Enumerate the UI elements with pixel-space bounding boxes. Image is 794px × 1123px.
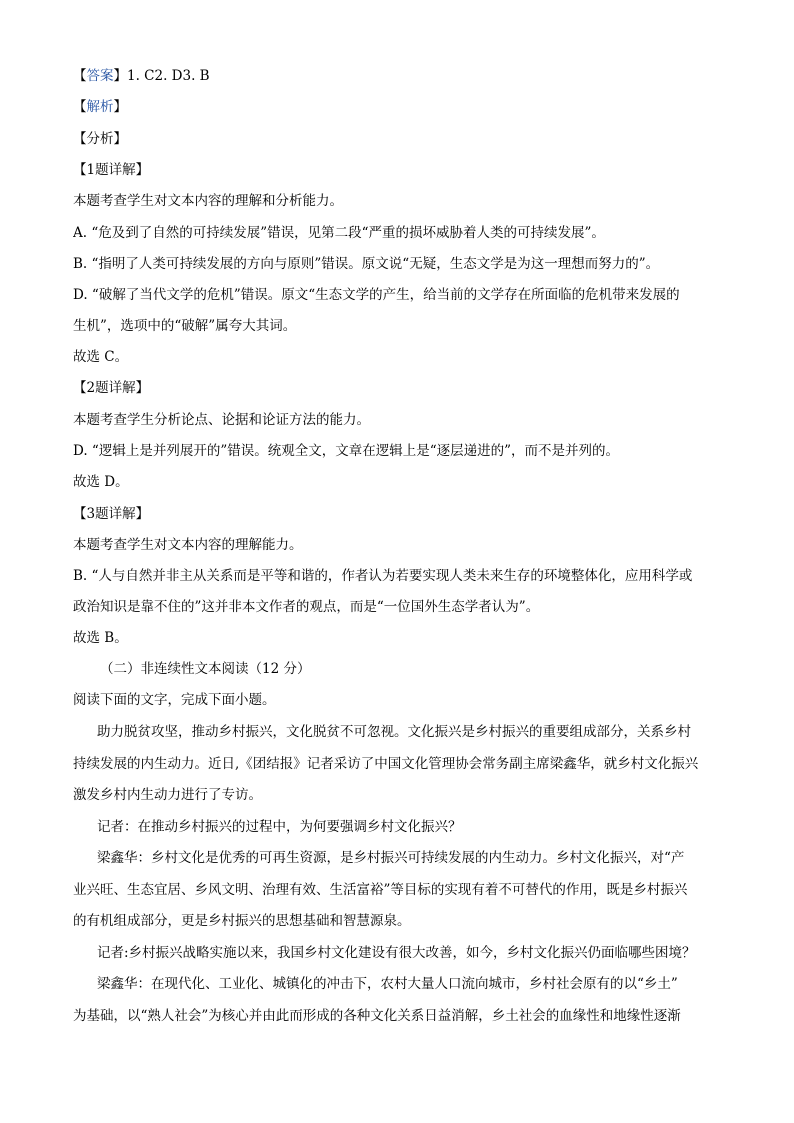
answer-tag: 答案 bbox=[86, 68, 114, 84]
article-line: 激发乡村内生动力进行了专访。 bbox=[73, 787, 262, 803]
article-line: 梁鑫华：乡村文化是优秀的可再生资源，是乡村振兴可持续发展的内生动力。乡村文化振兴，对“产 bbox=[97, 850, 685, 866]
q1-line: B. “指明了人类可持续发展的方向与原则”错误。原文说“无疑，生态文学是为这一理想而努力的”。 bbox=[73, 256, 660, 272]
analysis-heading bbox=[73, 98, 733, 116]
q1-line: D. “破解了当代文学的危机”错误。原文“生态文学的产生，给当前的文学存在所面临的危机带来发展的 bbox=[73, 287, 680, 303]
q1-line: A. “危及到了自然的可持续发展”错误，见第二段“严重的损坏威胁着人类的可持续发展”。 bbox=[73, 225, 605, 241]
section2-instruction: 阅读下面的文字，完成下面小题。 bbox=[73, 692, 276, 708]
article-line: 助力脱贫攻坚，推动乡村振兴，文化脱贫不可忽视。文化振兴是乡村振兴的重要组成部分，关系乡村 bbox=[97, 724, 691, 740]
q1-line: 生机”，选项中的“破解”属夸大其词。 bbox=[73, 318, 297, 334]
q2-heading: 【2题详解】 bbox=[73, 380, 150, 396]
article-line: 持续发展的内生动力。近日,《团结报》记者采访了中国文化管理协会常务副主席梁鑫华，就乡村文化振兴 bbox=[73, 756, 699, 772]
q2-line: 故选 D。 bbox=[73, 474, 129, 490]
q1-line: 故选 C。 bbox=[73, 349, 129, 365]
answer-tag-close: 】 bbox=[113, 68, 127, 84]
q2-line: 本题考查学生分析论点、论据和论证方法的能力。 bbox=[73, 412, 370, 428]
article-line: 的有机组成部分，更是乡村振兴的思想基础和智慧源泉。 bbox=[73, 913, 411, 929]
answer-text: 1. C2. D3. B bbox=[127, 68, 210, 84]
analysis-tag-close: 】 bbox=[113, 99, 127, 115]
analysis-tag-open: 【 bbox=[73, 99, 87, 115]
fenxi-heading: 【分析】 bbox=[73, 131, 127, 147]
q2-line: D. “逻辑上是并列展开的”错误。统观全文，文章在逻辑上是“逐层递进的”，而不是并列的。 bbox=[73, 443, 620, 459]
article-line: 为基础，以“熟人社会”为核心并由此而形成的各种文化关系日益消解，乡土社会的血缘性和地缘性逐渐 bbox=[73, 1008, 681, 1024]
q3-heading: 【3题详解】 bbox=[73, 506, 150, 522]
analysis-tag: 解析 bbox=[86, 99, 114, 115]
article-line: 记者：在推动乡村振兴的过程中，为何要强调乡村文化振兴？ bbox=[97, 819, 462, 835]
answer-line bbox=[73, 67, 733, 85]
article-line: 梁鑫华：在现代化、工业化、城镇化的冲击下，农村大量人口流向城市，乡村社会原有的以“乡土” bbox=[97, 976, 678, 992]
section2-title: （二）非连续性文本阅读（12 分） bbox=[100, 661, 311, 677]
article-line: 业兴旺、生态宜居、乡风文明、治理有效、生活富裕”等目标的实现有着不可替代的作用，既是乡村振兴 bbox=[73, 882, 688, 898]
q1-heading: 【1题详解】 bbox=[73, 162, 150, 178]
q3-line: 本题考查学生对文本内容的理解能力。 bbox=[73, 537, 303, 553]
article-line: 记者:乡村振兴战略实施以来，我国乡村文化建设有很大改善，如今，乡村文化振兴仍面临哪些困境？ bbox=[97, 945, 696, 961]
q1-line: 本题考查学生对文本内容的理解和分析能力。 bbox=[73, 193, 343, 209]
q3-line: B. “人与自然并非主从关系而是平等和谐的，作者认为若要实现人类未来生存的环境整体化，应用科学或 bbox=[73, 568, 693, 584]
answer-tag-open: 【 bbox=[73, 68, 87, 84]
q3-line: 政治知识是靠不住的”这并非本文作者的观点，而是“一位国外生态学者认为”。 bbox=[73, 599, 540, 615]
q3-line: 故选 B。 bbox=[73, 630, 128, 646]
